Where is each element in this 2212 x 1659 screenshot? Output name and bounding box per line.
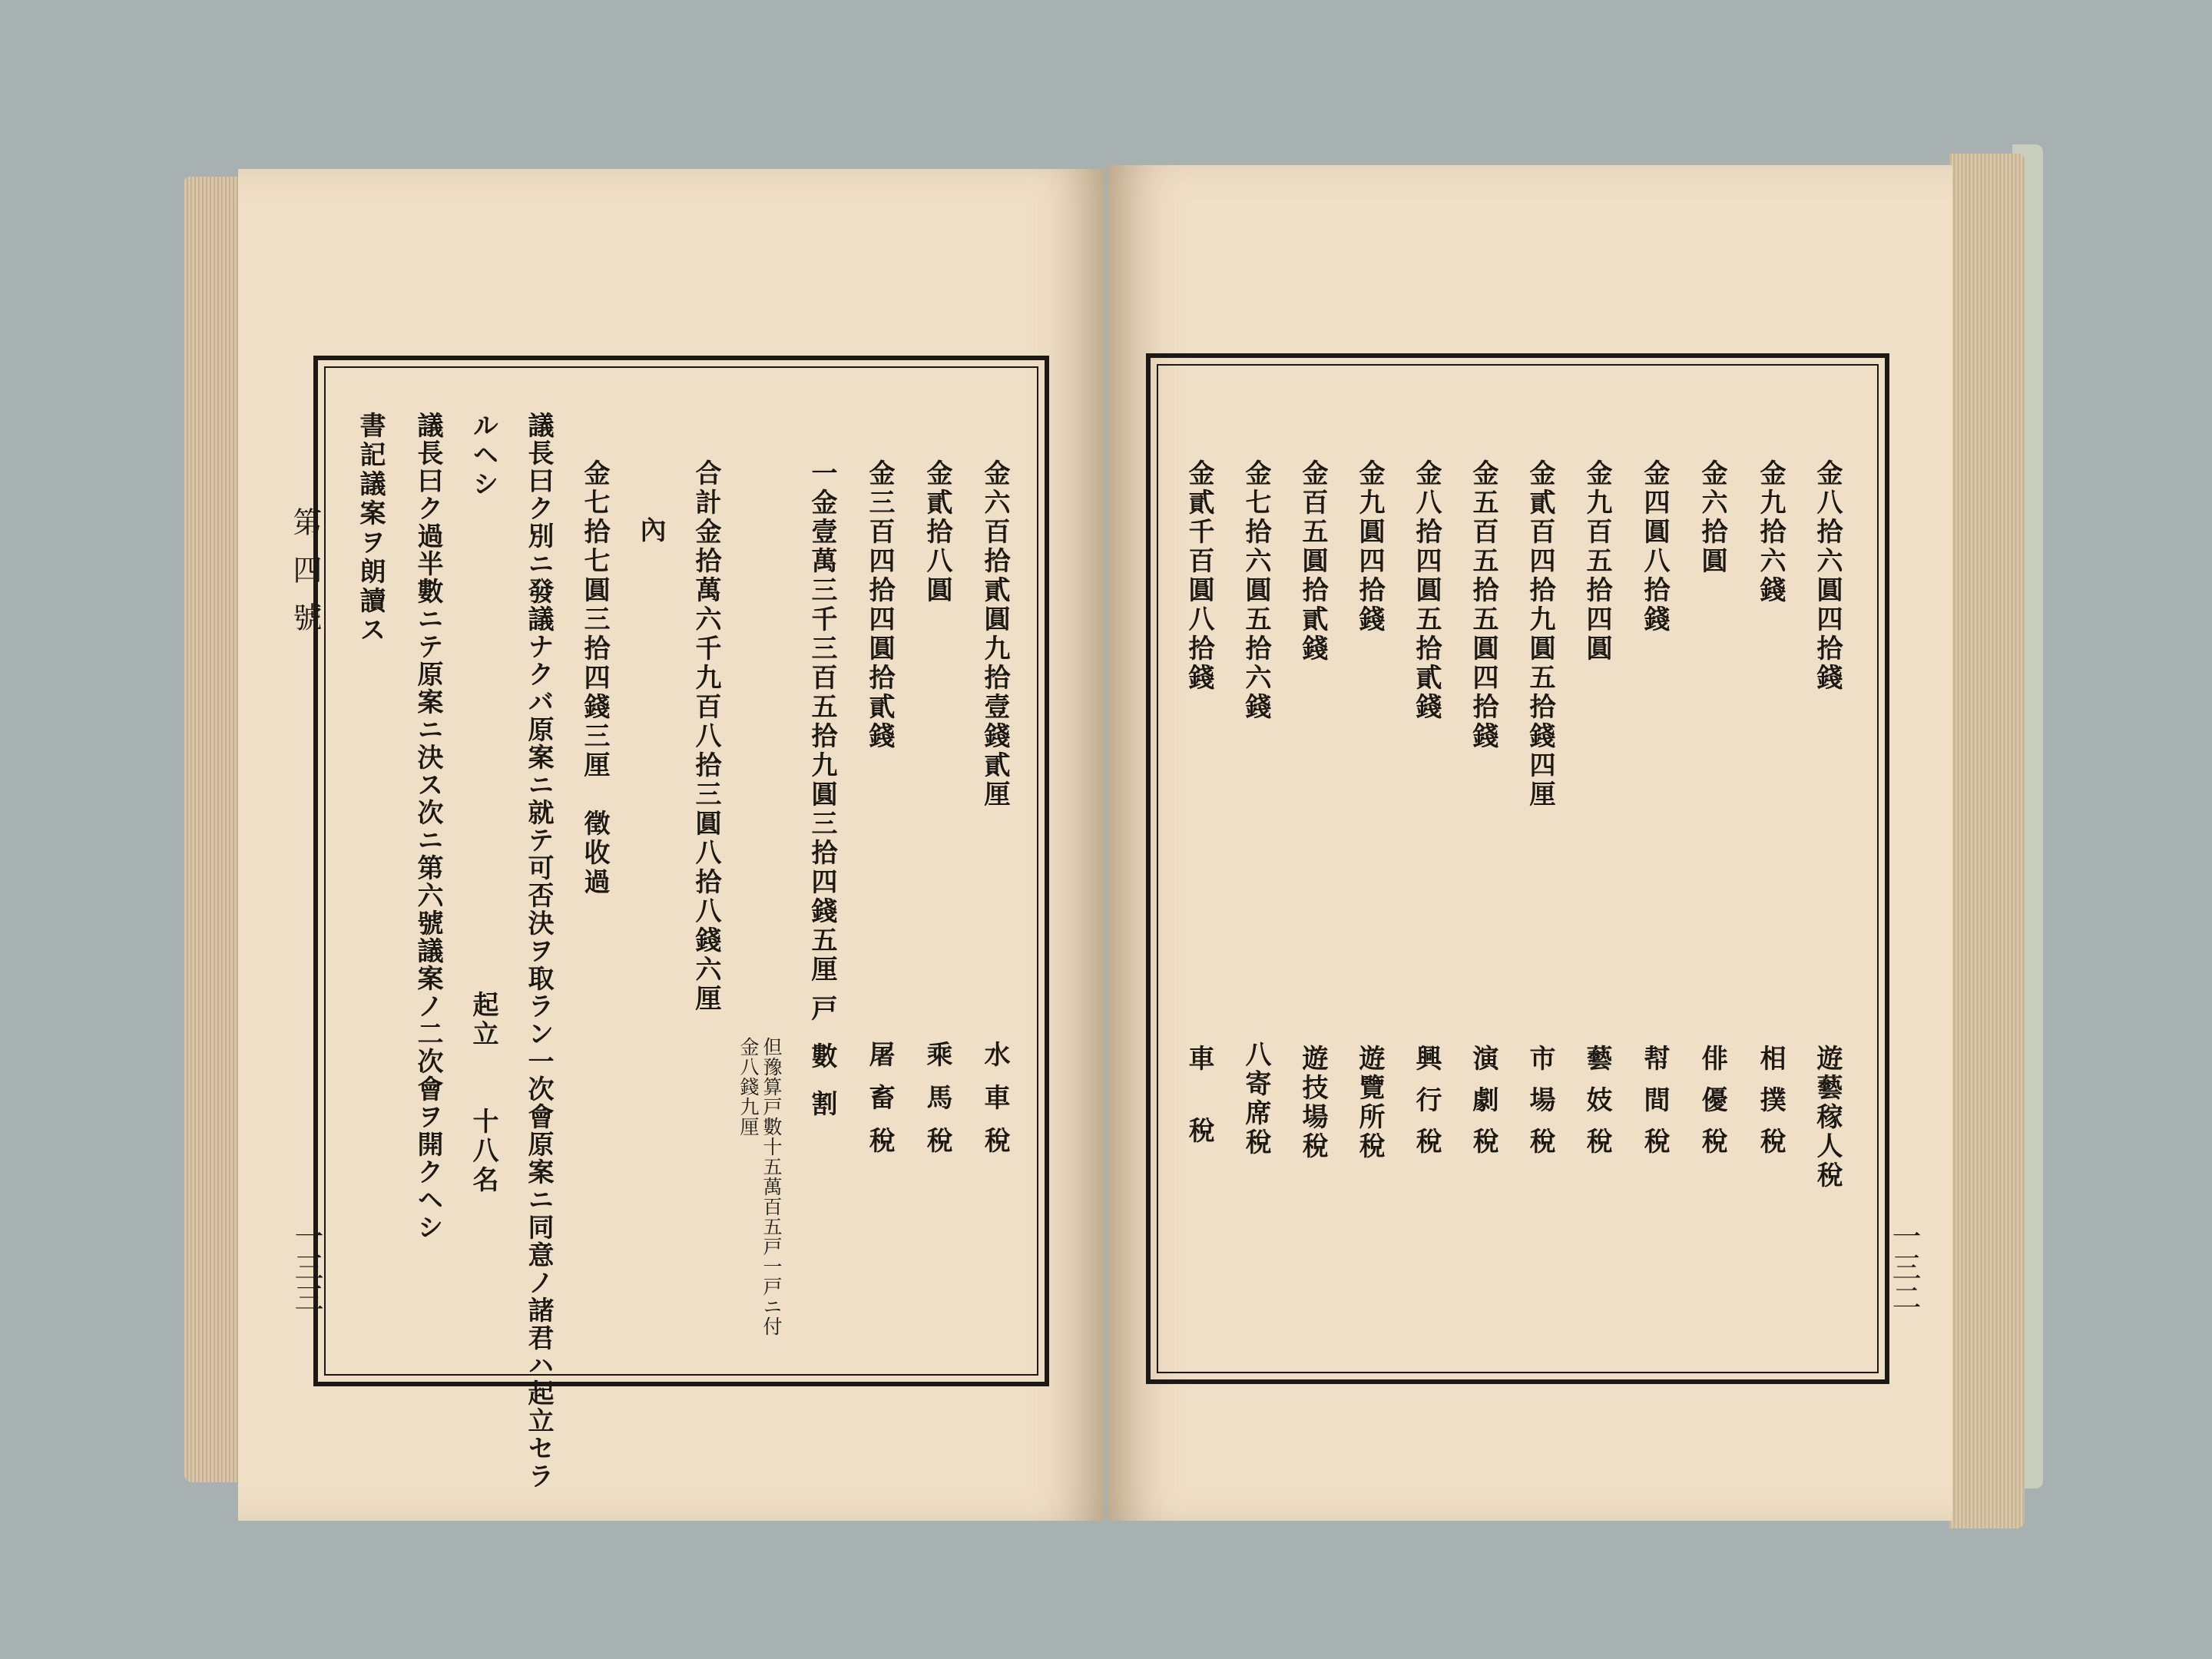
right-col-1-tax: 遊藝稼人稅 (1812, 1045, 1843, 1190)
right-col-6-amount: 金貳百四拾九圓五拾錢四厘 (1525, 459, 1555, 810)
left-col-chair-decision: 議長曰ク過半數ニテ原案ニ決ス次ニ第六號議案ノ二次會ヲ開クヘシ (412, 412, 443, 1241)
right-col-5-tax: 藝妓稅 (1581, 1045, 1612, 1169)
left-col-breakdown: 內 (635, 516, 666, 545)
left-page-header: 第四號 (288, 507, 322, 650)
left-page-edges (184, 177, 238, 1482)
left-col-note-2: 金八錢九厘 (737, 1037, 760, 1137)
left-col-1-tax: 水車稅 (979, 1041, 1010, 1170)
right-col-8-tax: 興行稅 (1411, 1045, 1442, 1169)
right-col-5-amount: 金九百五拾四圓 (1581, 459, 1612, 664)
right-col-12-tax: 車稅 (1184, 1045, 1214, 1189)
right-page-number: 一三二 (1887, 1221, 1921, 1313)
right-col-2-amount: 金九拾六錢 (1755, 459, 1786, 605)
left-col-continuation: ルヘシ (468, 412, 498, 499)
right-col-1-amount: 金八拾六圓四拾錢 (1812, 459, 1843, 693)
right-col-10-amount: 金百五圓拾貳錢 (1297, 459, 1328, 664)
right-col-7-amount: 金五百五拾五圓四拾錢 (1468, 459, 1498, 751)
left-col-note-1: 但豫算戸數十五萬百五戸一戸ニ付 (760, 1037, 783, 1336)
right-col-11-tax: 八寄席稅 (1240, 1041, 1271, 1157)
right-page-edges (1949, 154, 2025, 1528)
left-col-4-tax: 戸數割 (806, 995, 837, 1137)
right-col-3-tax: 俳優稅 (1697, 1045, 1727, 1169)
left-col-3-amount: 金三百四拾四圓拾貳錢 (864, 459, 895, 751)
right-col-6-tax: 市場稅 (1525, 1045, 1555, 1169)
right-col-7-tax: 演劇稅 (1468, 1045, 1498, 1169)
left-col-2-amount: 金貳拾八圓 (922, 459, 952, 605)
right-col-4-tax: 幇間稅 (1639, 1045, 1670, 1169)
left-col-total: 合計金拾萬六千九百八拾三圓八拾八錢六厘 (690, 459, 721, 1014)
right-col-3-amount: 金六拾圓 (1697, 459, 1727, 576)
left-col-1-amount: 金六百拾貳圓九拾壹錢貳厘 (979, 459, 1010, 810)
left-col-4-amount: 一金壹萬三千三百五拾九圓三拾四錢五厘 (806, 459, 837, 985)
right-col-10-tax: 遊技場稅 (1297, 1045, 1328, 1161)
left-col-collected: 金七拾七圓三拾四錢三厘 徵收過 (579, 459, 610, 897)
right-col-11-amount: 金七拾六圓五拾六錢 (1240, 459, 1271, 722)
left-col-3-tax: 屠畜稅 (864, 1041, 895, 1170)
left-col-clerk-reading: 書記議案ヲ朗讀ス (355, 412, 386, 645)
right-col-9-tax: 遊覽所稅 (1354, 1045, 1385, 1161)
left-page-number: 一三三 (290, 1221, 323, 1313)
right-col-9-amount: 金九圓四拾錢 (1354, 459, 1385, 634)
right-col-2-tax: 相撲稅 (1755, 1045, 1786, 1169)
left-col-standing-count: 起立 十八名 (468, 991, 498, 1195)
left-col-chair-statement: 議長曰ク別ニ發議ナクバ原案ニ就テ可否決ヲ取ラン一次會原案ニ同意ノ諸君ハ起立セラ (523, 412, 554, 1490)
right-col-12-amount: 金貳千百圓八拾錢 (1184, 459, 1214, 693)
left-col-2-tax: 乘馬稅 (922, 1041, 952, 1170)
right-col-8-amount: 金八拾四圓五拾貳錢 (1411, 459, 1442, 722)
right-col-4-amount: 金四圓八拾錢 (1639, 459, 1670, 634)
